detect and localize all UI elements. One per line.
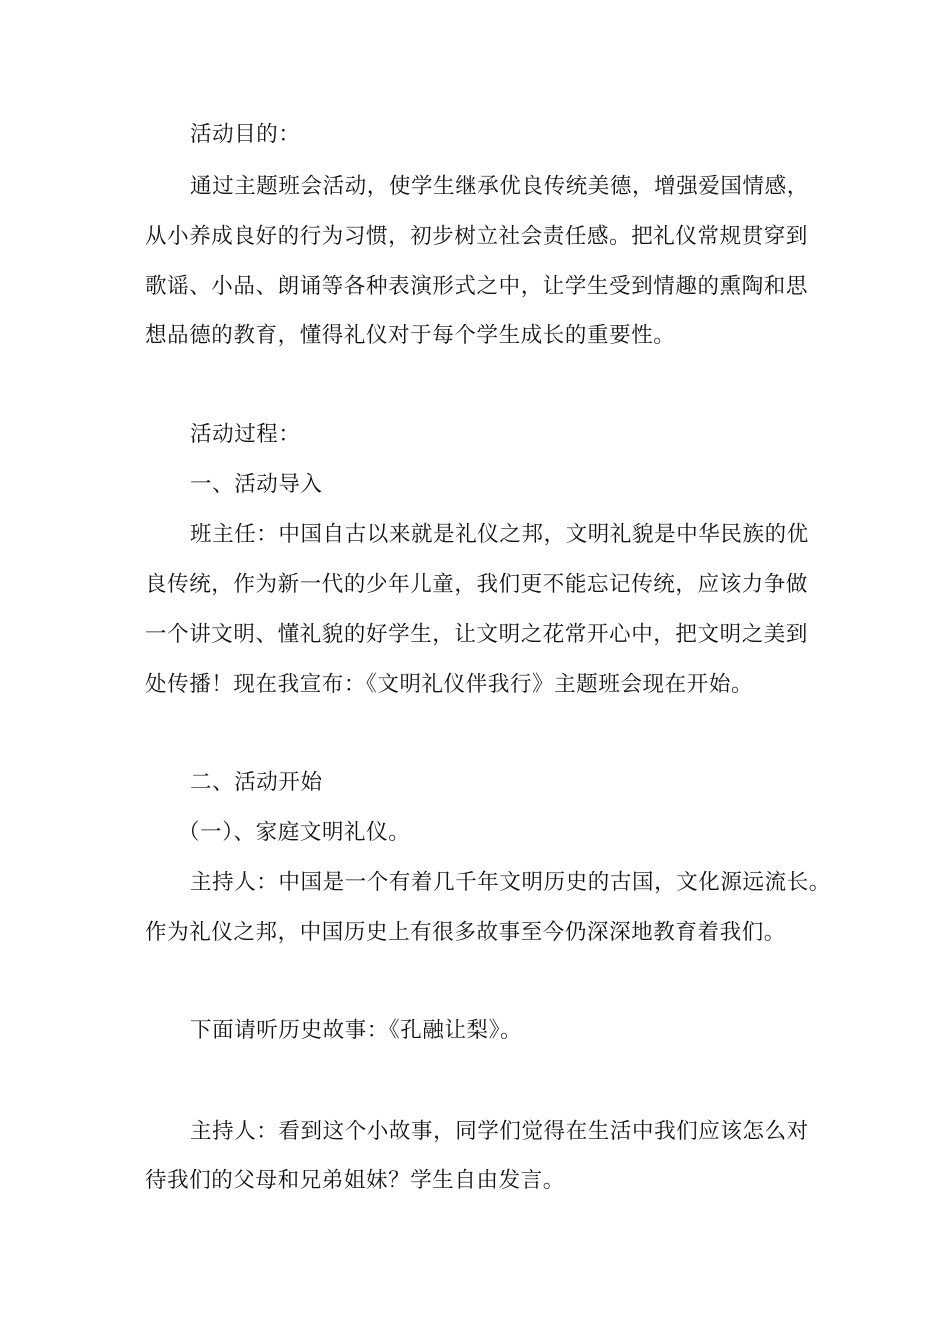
section1-line: 一个讲文明、懂礼貌的好学生，让文明之花常开心中，把文明之美到 [145, 622, 809, 647]
story-line: 下面请听历史故事：《孔融让梨》。 [190, 1018, 523, 1043]
subsection-title: （一）、家庭文明礼仪。 [178, 820, 411, 845]
section1-line: 班主任：中国自古以来就是礼仪之邦，文明礼貌是中华民族的优 [190, 522, 809, 547]
host-line: 主持人：看到这个小故事，同学们觉得在生活中我们应该怎么对 [190, 1119, 809, 1144]
purpose-line: 歌谣、小品、朗诵等各种表演形式之中，让学生受到情趣的熏陶和思 [145, 274, 809, 299]
purpose-line: 想品德的教育，懂得礼仪对于每个学生成长的重要性。 [145, 323, 676, 348]
purpose-line: 从小养成良好的行为习惯，初步树立社会责任感。把礼仪常规贯穿到 [145, 224, 809, 249]
process-heading: 活动过程： [190, 422, 301, 447]
host-line: 待我们的父母和兄弟姐妹？学生自由发言。 [145, 1168, 565, 1193]
purpose-line: 通过主题班会活动，使学生继承优良传统美德，增强爱国情感， [190, 174, 809, 199]
purpose-heading: 活动目的： [190, 122, 301, 147]
host-line: 主持人：中国是一个有着几千年文明历史的古国，文化源远流长。 [190, 870, 831, 895]
host-line: 作为礼仪之邦，中国历史上有很多故事至今仍深深地教育着我们。 [145, 920, 786, 945]
section-title: 一、活动导入 [190, 472, 323, 497]
section-title: 二、活动开始 [190, 770, 323, 795]
section1-line: 良传统，作为新一代的少年儿童，我们更不能忘记传统，应该力争做 [145, 572, 809, 597]
section1-line: 处传播！现在我宣布：《文明礼仪伴我行》主题班会现在开始。 [145, 672, 754, 697]
